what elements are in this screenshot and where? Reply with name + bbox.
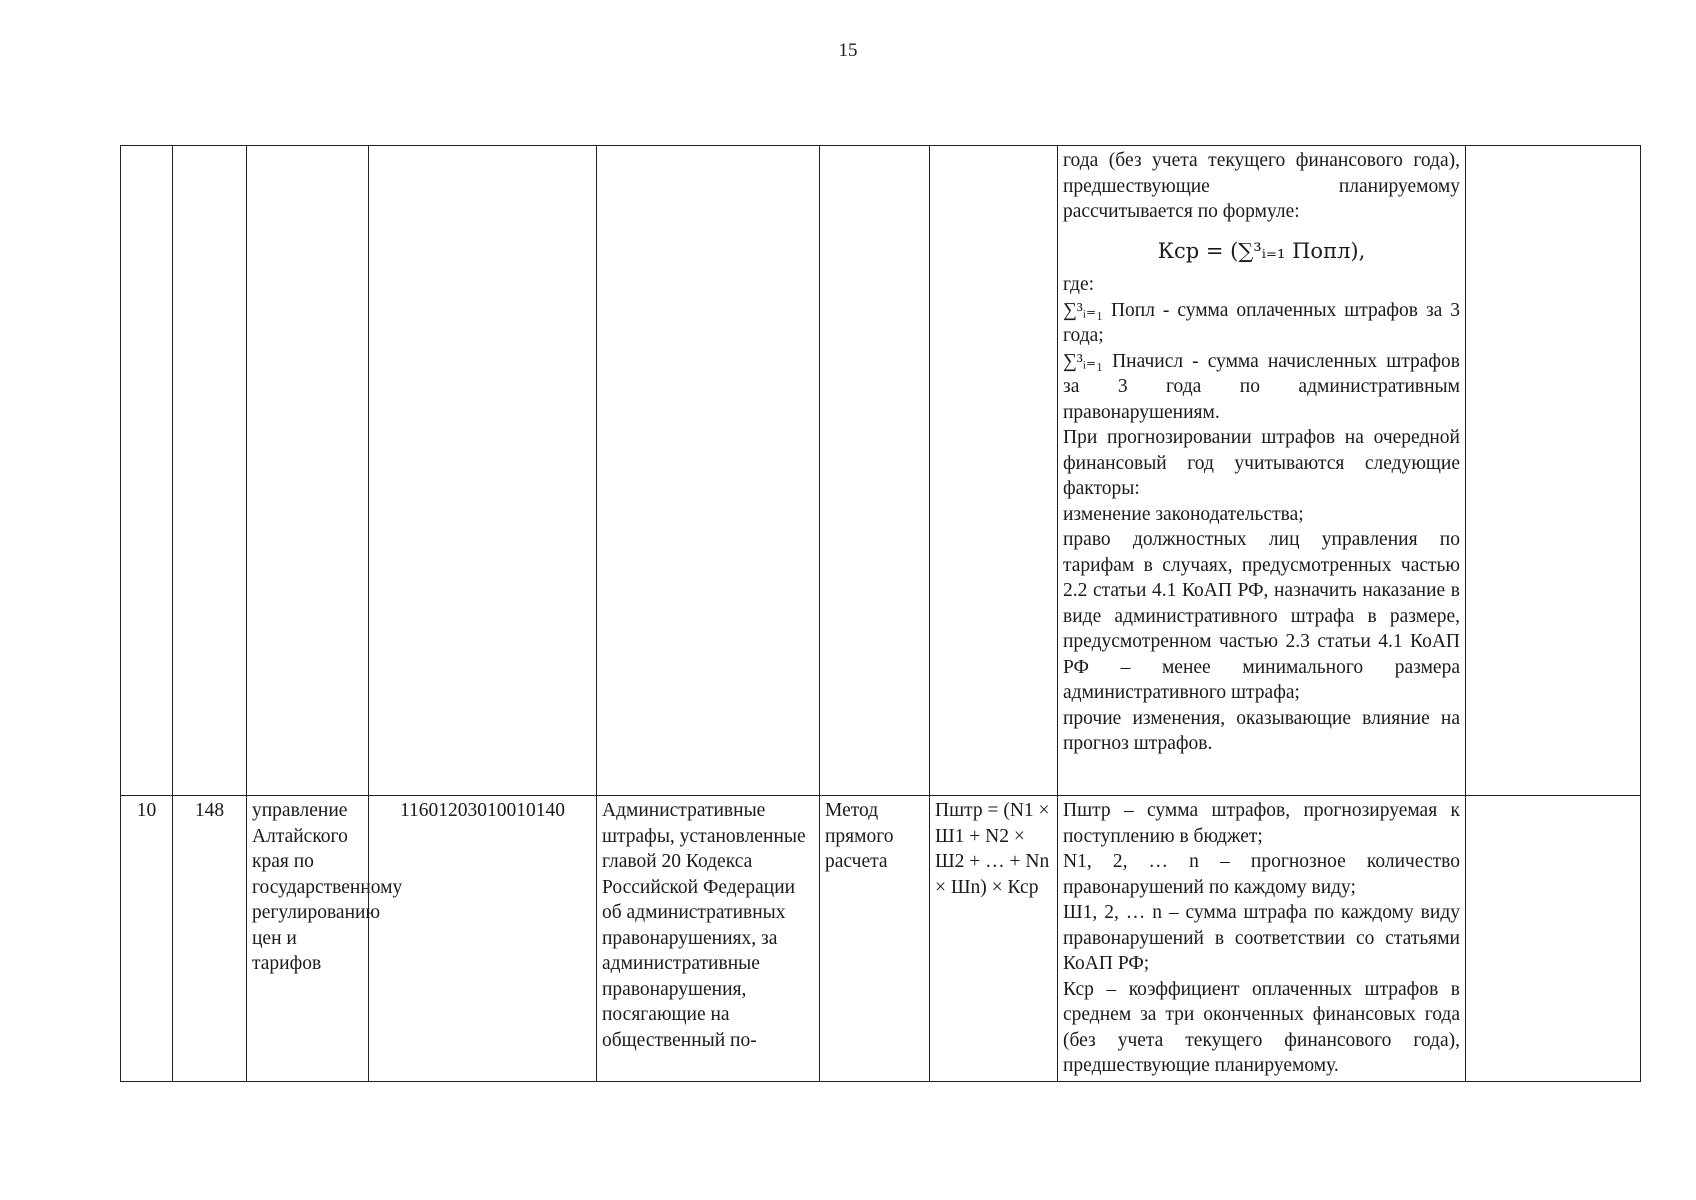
admin-name: управление Алтайского края по государственному регулированию цен и тарифов bbox=[247, 796, 369, 1082]
cell-income-name bbox=[597, 146, 820, 796]
factor-1: изменение законодательства; bbox=[1063, 503, 1304, 525]
cell-method bbox=[820, 146, 930, 796]
cell-notes bbox=[1466, 146, 1641, 796]
cell-kbk bbox=[369, 146, 597, 796]
cell-algorithm-description bbox=[1058, 146, 1466, 796]
kbk-code: 11601203010010140 bbox=[369, 796, 597, 1082]
cell-notes bbox=[1466, 796, 1641, 1082]
table-row-10 bbox=[121, 796, 1641, 1082]
fine-amount-definition: Ш1, 2, … n – сумма штрафа по каждому виду правонарушений в соответствии со статьями КоАП РФ; bbox=[1063, 902, 1460, 974]
row-number: 10 bbox=[121, 796, 173, 1082]
income-name: Административные штрафы, установленные главой 20 Кодекса Российской Федерации об административных правонарушениях, за административные правонарушения, посягающие на общественный по- bbox=[597, 796, 820, 1082]
average-coefficient-formula: Кср = (∑³ᵢ₌₁ Попл), bbox=[1157, 238, 1366, 263]
page-number: 15 bbox=[838, 40, 858, 61]
sum-accrued-definition: ∑³ᵢ₌₁ Пначисл - сумма начисленных штрафов за 3 года по административным правонарушениям. bbox=[1063, 350, 1460, 423]
violations-count-definition: N1, 2, … n – прогнозное количество правонарушений по каждому виду; bbox=[1063, 851, 1460, 898]
forecast-methods-table bbox=[120, 145, 1641, 1082]
description-text: года (без учета текущего финансового года), предшествующие планируемому рассчитывается по формуле: bbox=[1063, 150, 1460, 222]
table-row-continuation bbox=[121, 146, 1641, 796]
cell-admin-code bbox=[173, 146, 247, 796]
algorithm-description bbox=[1058, 796, 1466, 1082]
fines-sum-definition: Пштр – сумма штрафов, прогнозируемая к поступлению в бюджет; bbox=[1063, 800, 1460, 847]
coefficient-definition: Кср – коэффициент оплаченных штрафов в среднем за три оконченных финансовых года (без учета текущего финансового года), предшествующие планируемому. bbox=[1063, 978, 1460, 1076]
factor-2: право должностных лиц управления по тарифам в случаях, предусмотренных частью 2.2 статьи 4.1 КоАП РФ, назначить наказание в виде административного штрафа в размере, предусмотренном частью 2.3 статьи 4.1 КоАП РФ – менее минимального размера административного штрафа; bbox=[1063, 529, 1460, 703]
factors-intro: При прогнозировании штрафов на очередной финансовый год учитываются следующие факторы: bbox=[1063, 427, 1460, 499]
factor-3: прочие изменения, оказывающие влияние на прогноз штрафов. bbox=[1063, 707, 1460, 754]
calculation-formula: Пштр = (N1 × Ш1 + N2 × Ш2 + … + Nn × Шn) × Кср bbox=[930, 796, 1058, 1082]
cell-num bbox=[121, 146, 173, 796]
sum-paid-definition: ∑³ᵢ₌₁ Попл - сумма оплаченных штрафов за 3 года; bbox=[1063, 299, 1460, 346]
where-label: где: bbox=[1063, 274, 1095, 295]
cell-formula bbox=[930, 146, 1058, 796]
admin-code: 148 bbox=[173, 796, 247, 1082]
calculation-method: Метод прямого расчета bbox=[820, 796, 930, 1082]
cell-admin-name bbox=[247, 146, 369, 796]
